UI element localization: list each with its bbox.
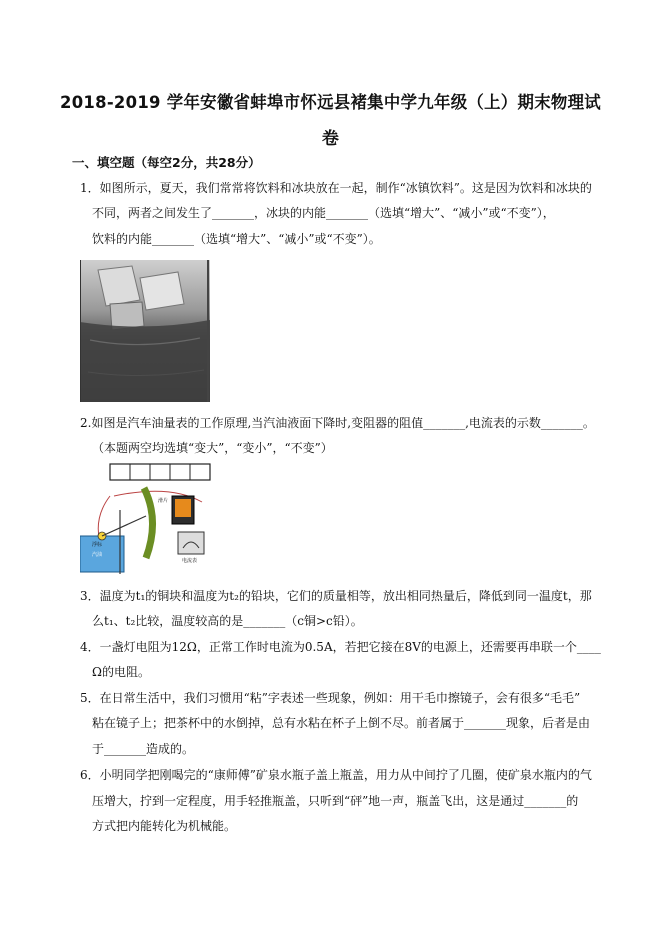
exam-title-line2: 卷 [321,129,340,149]
slider-label: 滑片 [158,498,169,504]
q6-line1: 6．小明同学把刚喝完的“康师傅”矿泉水瓶子盖上瓶盖，用力从中间拧了几圈，使矿泉水瓶内的气 [80,768,592,782]
fuel-gauge-circuit-diagram [80,462,214,574]
float-label: 浮标 [92,542,103,548]
q3-line1: 3．温度为t₁的铜块和温度为t₂的铅块，它们的质量相等，放出相同热量后，降低到同一温度t，那 [80,589,592,603]
ammeter-label: 电流表 [182,558,198,564]
exam-title-line1: 2018-2019 学年安徽省蚌埠市怀远县褚集中学九年级（上）期末物理试 [60,93,602,113]
q2-line1: 2.如图是汽车油量表的工作原理,当汽油液面下降时,变阻器的阻值_______,电流表的示数_______。 [80,416,595,430]
q6-line3: 方式把内能转化为机械能。 [92,819,237,833]
q1-line1: 1．如图所示，夏天，我们常常将饮料和冰块放在一起，制作“冰镇饮料”。这是因为饮料和冰块的 [80,181,592,195]
q5-line1: 5．在日常生活中，我们习惯用“粘”字表述一些现象，例如：用干毛巾擦镜子，会有很多“毛毛” [80,691,581,705]
q1-line2: 不同，两者之间发生了_______，冰块的内能_______（选填“增大”、“减小”或“不变”）， [92,206,555,220]
iced-drink-photo [80,260,210,402]
q5-line3: 于_______造成的。 [92,742,195,756]
q6-line2: 压增大，拧到一定程度，用手轻推瓶盖，只听到“砰”地一声，瓶盖飞出，这是通过_______的 [92,794,579,808]
q4-line2: Ω的电阻。 [92,665,150,679]
q1-line3: 饮料的内能_______（选填“增大”、“减小”或“不变”）。 [92,232,381,246]
q3-line2: 么t₁、t₂比较，温度较高的是_______（c铜>c铅）。 [92,614,363,628]
q5-line2: 粘在镜子上；把茶杯中的水倒掉，总有水粘在杯子上倒不尽。前者属于_______现象，后者是由 [92,716,591,730]
q4-line1: 4．一盏灯电阻为12Ω，正常工作时电流为0.5A，若把它接在8V的电源上，还需要再串联一个____ [80,640,601,654]
gasoline-label: 汽油 [92,552,103,558]
q2-line2: （本题两空均选填“变大”，“变小”，“不变”） [92,441,333,455]
section-heading: 一、填空题（每空2分，共28分） [72,155,261,170]
